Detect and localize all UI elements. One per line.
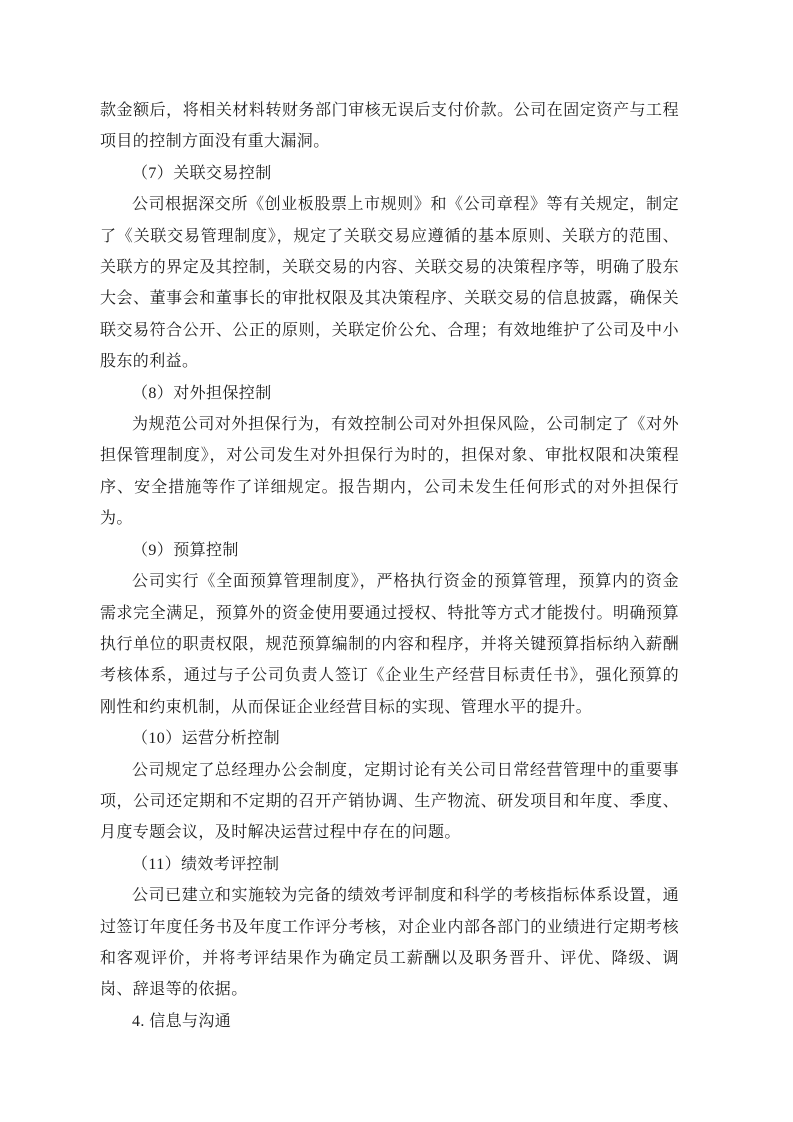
paragraph-performance-evaluation-control: 公司已建立和实施较为完备的绩效考评制度和科学的考核指标体系设置，通过签订年度任务书及年度工作评分考核，对企业内部各部门的业绩进行定期考核和客观评价，并将考评结果作为确定员工薪酬以及职务晋升、评优、降级、调岗、辞退等的依据。 — [100, 887, 679, 999]
paragraph-external-guarantee-control: 为规范公司对外担保行为，有效控制公司对外担保风险，公司制定了《对外担保管理制度》，对公司发生对外担保行为时的，担保对象、审批权限和决策程序、安全措施等作了详细规定。报告期内，公司未发生任何形式的对外担保行为。 — [100, 416, 679, 528]
paragraph-operation-analysis-control: 公司规定了总经理办公会制度，定期讨论有关公司日常经营管理中的重要事项，公司还定期和不定期的召开产销协调、生产物流、研发项目和年度、季度、月度专题会议，及时解决运营过程中存在的问题。 — [100, 761, 679, 842]
document-body — [100, 95, 679, 1037]
heading-operation-analysis-control: （10）运营分析控制 — [132, 730, 281, 748]
heading-information-and-communication: 4. 信息与沟通 — [132, 1012, 232, 1030]
heading-external-guarantee-control: （8）对外担保控制 — [132, 384, 272, 402]
paragraph-budget-control: 公司实行《全面预算管理制度》，严格执行资金的预算管理，预算内的资金需求完全满足，预算外的资金使用要通过授权、特批等方式才能拨付。明确预算执行单位的职责权限，规范预算编制的内容和程序，并将关键预算指标纳入薪酬考核体系，通过与子公司负责人签订《企业生产经营目标责任书》，强化预算的刚性和约束机制，从而保证企业经营目标的实现、管理水平的提升。 — [100, 573, 679, 716]
heading-budget-control: （9）预算控制 — [132, 541, 239, 559]
heading-performance-evaluation-control: （11）绩效考评控制 — [132, 855, 280, 873]
heading-related-party-transaction-control: （7）关联交易控制 — [132, 164, 272, 182]
paragraph-related-party-transaction-control: 公司根据深交所《创业板股票上市规则》和《公司章程》等有关规定，制定了《关联交易管理制度》，规定了关联交易应遵循的基本原则、关联方的范围、关联方的界定及其控制，关联交易的内容、关联交易的决策程序等，明确了股东大会、董事会和董事长的审批权限及其决策程序、关联交易的信息披露，确保关联交易符合公开、公正的原则，关联定价公允、合理；有效地维护了公司及中小股东的利益。 — [100, 196, 679, 371]
paragraph-fixed-asset-control-continuation: 款金额后，将相关材料转财务部门审核无误后支付价款。公司在固定资产与工程项目的控制方面没有重大漏洞。 — [100, 102, 679, 151]
